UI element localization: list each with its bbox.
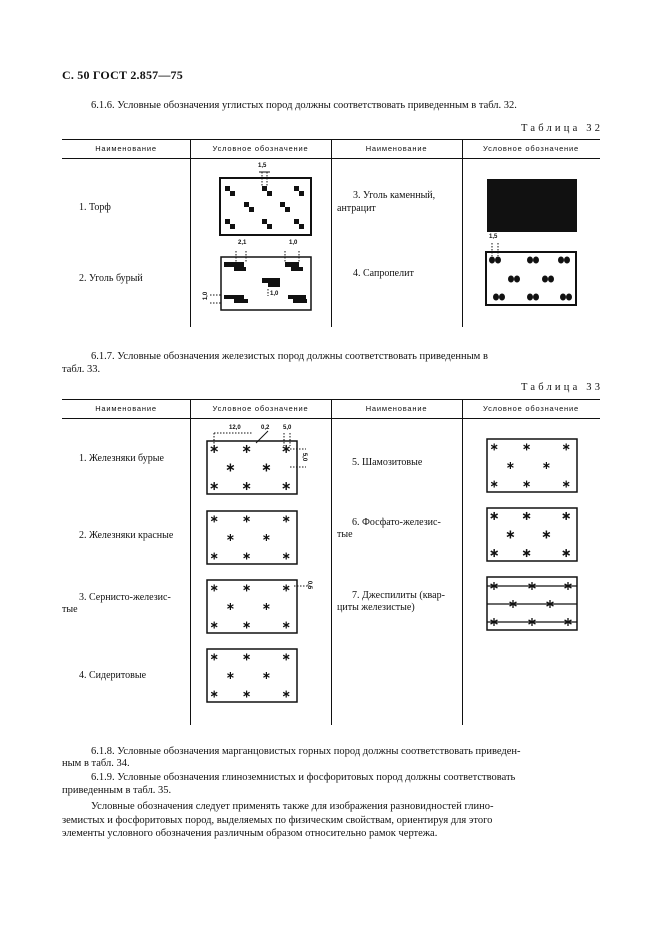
asterisk-mark [244, 584, 250, 591]
asterisk-mark [283, 482, 290, 490]
closing-line1: Условные обозначения следует применять также для изображения разновидностей глино- [91, 801, 494, 812]
asterisk-mark [211, 515, 217, 522]
sapropelite-label: 4. Сапропелит [353, 268, 414, 279]
chamosite-label: 5. Шамозитовые [352, 457, 423, 468]
sulfide-iron-label-line1: 3. Сернисто-железис- [79, 592, 171, 603]
brown-iron-dimension: 5,0 [301, 452, 308, 462]
asterisk-mark [563, 481, 569, 488]
jaspilite-label-line1: 7. Джеспилиты (квар- [352, 590, 445, 601]
asterisk-mark [244, 515, 250, 522]
chamosite-symbol [487, 439, 577, 492]
sulfide-iron-symbol [207, 580, 297, 633]
asterisk-mark [211, 622, 217, 629]
table-33-header-name: Наименование [365, 404, 428, 413]
brown-iron-ore-label: 1. Железняки бурые [79, 453, 164, 464]
asterisk-mark [211, 445, 218, 453]
closing-line3: элементы условного обозначения различным образом относительно рамок чертежа. [62, 828, 438, 839]
asterisk-mark [563, 443, 569, 450]
asterisk-mark [507, 531, 514, 539]
section-6-1-8-line2: ным в табл. 34. [62, 758, 130, 769]
asterisk-mark [283, 584, 289, 591]
asterisk-mark [491, 481, 497, 488]
hard-coal-label-line2: антрацит [337, 203, 376, 214]
asterisk-mark [243, 482, 250, 490]
asterisk-mark [491, 549, 498, 557]
asterisk-mark [244, 622, 250, 629]
phosphate-iron-label-line1: 6. Фосфато-железис- [352, 517, 441, 528]
peat-label: 1. Торф [79, 202, 111, 213]
asterisk-mark [211, 653, 217, 660]
table-32-header-symbol: Условное обозначение [212, 144, 309, 153]
siderite-label: 4. Сидеритовые [79, 670, 147, 681]
red-iron-ore-symbol [207, 511, 297, 564]
table-33-caption: Таблица 33 [521, 382, 604, 393]
section-6-1-6: 6.1.6. Условные обозначения углистых пород должны соответствовать приведенным в табл. 32. [91, 100, 517, 111]
asterisk-mark [211, 553, 217, 560]
table-32-caption: Таблица 32 [521, 123, 604, 134]
asterisk-mark [524, 443, 530, 450]
phosphate-iron-label-line2: тые [337, 529, 353, 540]
asterisk-mark [244, 691, 250, 698]
asterisk-mark [211, 584, 217, 591]
asterisk-mark [283, 653, 289, 660]
section-6-1-7-line1: 6.1.7. Условные обозначения железистых пород должны соответствовать приведенным в [91, 351, 488, 362]
section-6-1-9-line1: 6.1.9. Условные обозначения глиноземнистых и фосфоритовых пород должны соответствовать [91, 772, 516, 783]
brown-coal-label: 2. Уголь бурый [79, 273, 143, 284]
hard-coal-label-line1: 3. Уголь каменный, [353, 190, 436, 201]
section-6-1-7-line2: табл. 33. [62, 364, 101, 375]
sapropelite-dimension: 1,5 [489, 234, 498, 240]
asterisk-mark [563, 512, 570, 520]
table-33-header-name: Наименование [95, 404, 157, 413]
table-32-header-symbol: Условное обозначение [483, 144, 579, 153]
peat-dimension: 1,5 [258, 163, 267, 169]
asterisk-mark [491, 512, 498, 520]
brown-coal-dimension: 1,0 [203, 291, 210, 301]
section-6-1-8-line1: 6.1.8. Условные обозначения марганцовистых горных пород должны соответствовать приведен- [91, 746, 521, 757]
asterisk-mark [211, 482, 218, 490]
red-iron-ore-label: 2. Железняки красные [79, 530, 174, 541]
asterisk-mark [263, 464, 270, 472]
section-6-1-9-line2: приведенным в табл. 35. [62, 785, 172, 796]
asterisk-mark [211, 691, 217, 698]
asterisk-mark [523, 512, 530, 520]
asterisk-mark [283, 622, 289, 629]
asterisk-mark [283, 445, 290, 453]
brown-iron-dimension: 5,0 [283, 425, 292, 431]
brown-coal-dimension: 1,0 [270, 291, 279, 297]
closing-line2: земистых и фосфоритовых пород, выделяемых по физическим свойствам, ориентируя для этого [62, 815, 493, 826]
asterisk-mark [524, 481, 530, 488]
sulfide-iron-label-line2: тые [62, 604, 78, 615]
brown-iron-dimension: 0,2 [261, 425, 270, 431]
sulfide-iron-dimension: 0,5 [306, 580, 313, 590]
brown-coal-dimension: 2,1 [238, 240, 247, 246]
table-33-header-symbol: Условное обозначение [212, 404, 309, 413]
siderite-symbol [207, 649, 297, 702]
asterisk-mark [263, 534, 269, 541]
asterisk-mark [263, 603, 269, 610]
brown-iron-dimension: 12,0 [229, 425, 241, 431]
asterisk-mark [507, 462, 513, 469]
asterisk-mark [543, 462, 549, 469]
jaspilite-label-line2: циты железистые) [337, 602, 415, 613]
asterisk-mark [244, 553, 250, 560]
phosphate-iron-symbol [487, 508, 577, 561]
asterisk-mark [227, 464, 234, 472]
table-32-header-name: Наименование [365, 144, 428, 153]
table-33-header-symbol: Условное обозначение [483, 404, 579, 413]
asterisk-mark [283, 515, 289, 522]
asterisk-mark [243, 445, 250, 453]
page-header: С. 50 ГОСТ 2.857—75 [62, 68, 183, 82]
asterisk-mark [491, 443, 497, 450]
asterisk-mark [283, 553, 289, 560]
table-32-header-name: Наименование [95, 144, 157, 153]
asterisk-mark [543, 531, 550, 539]
brown-coal-dimension: 1,0 [289, 240, 298, 246]
asterisk-mark [263, 672, 269, 679]
asterisk-mark [227, 672, 233, 679]
asterisk-mark [227, 603, 233, 610]
asterisk-mark [563, 549, 570, 557]
asterisk-mark [283, 691, 289, 698]
asterisk-mark [227, 534, 233, 541]
asterisk-mark [523, 549, 530, 557]
brown-iron-ore-symbol [207, 441, 297, 494]
asterisk-mark [244, 653, 250, 660]
